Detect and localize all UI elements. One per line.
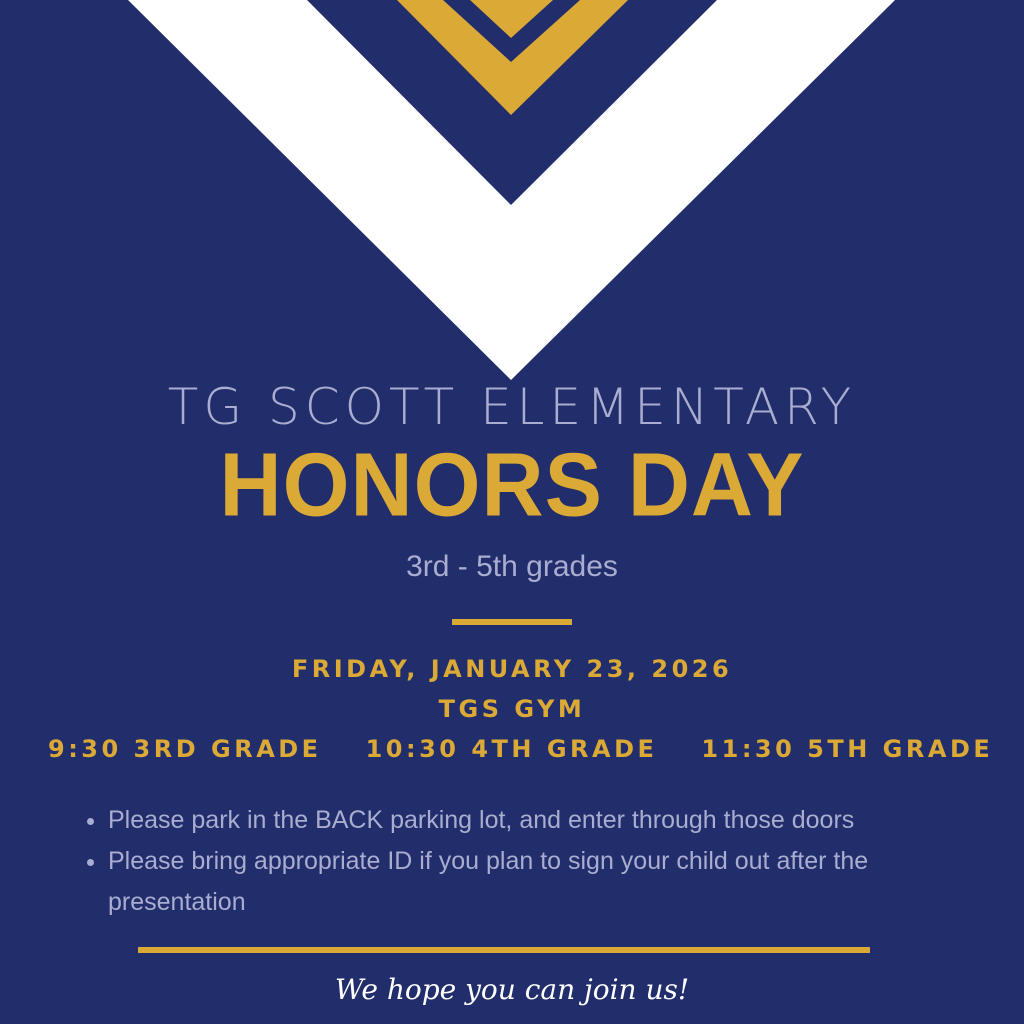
event-date: FRIDAY, JANUARY 23, 2026 xyxy=(291,655,733,683)
gold-chevron-inner xyxy=(470,0,553,38)
event-title: HONORS DAY xyxy=(219,434,805,536)
event-location: TGS GYM xyxy=(438,695,586,723)
divider-short xyxy=(452,619,572,625)
note-item: • Please bring appropriate ID if you plan to sign your child out after the presentation xyxy=(108,841,1008,923)
divider-long xyxy=(138,947,870,953)
notes-list xyxy=(78,800,1008,923)
chevron-decoration xyxy=(0,0,1024,380)
closing-message: We hope you can join us! xyxy=(334,973,690,1006)
white-chevron xyxy=(128,0,895,380)
schedule-item: 10:30 4TH GRADE xyxy=(365,735,658,763)
note-item: • Please park in the BACK parking lot, and enter through those doors xyxy=(108,800,1008,841)
schedule-item: 11:30 5TH GRADE xyxy=(701,735,994,763)
grades-label: 3rd - 5th grades xyxy=(406,550,618,583)
schedule xyxy=(48,735,993,763)
school-name: TG SCOTT ELEMENTARY xyxy=(167,378,857,436)
schedule-item: 9:30 3RD GRADE xyxy=(48,735,322,763)
